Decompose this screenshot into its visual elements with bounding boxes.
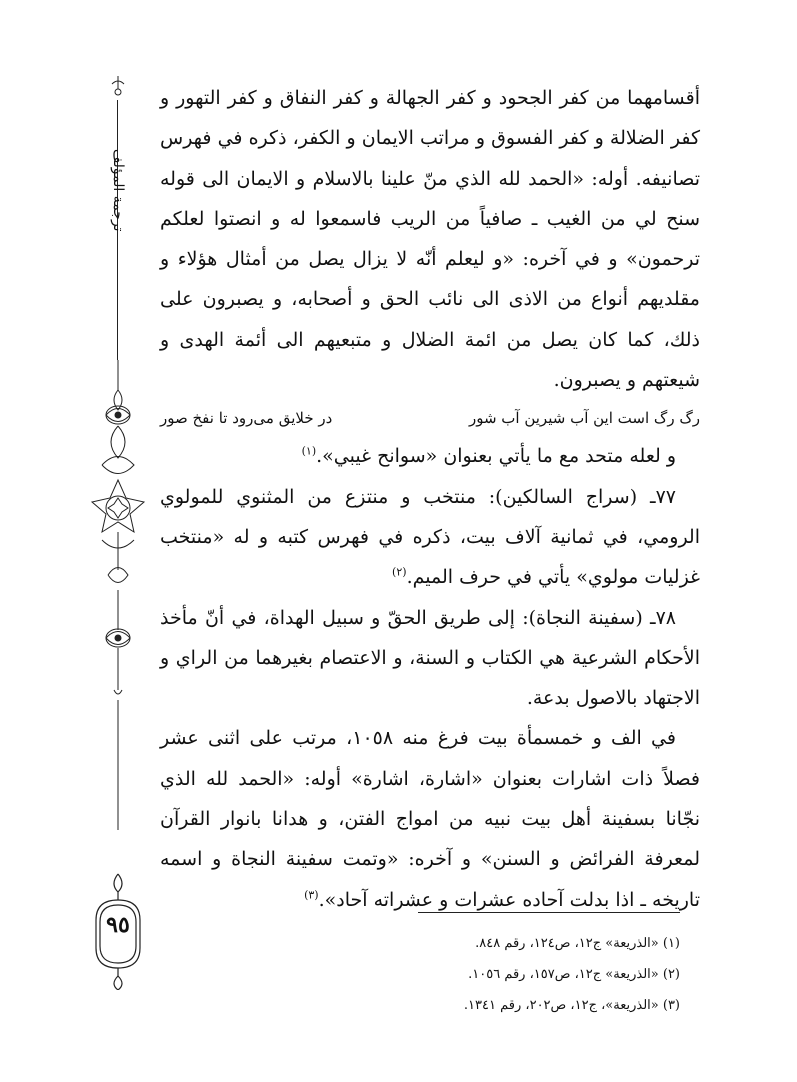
paragraph xyxy=(160,718,700,919)
footnote-reference[interactable]: (١) xyxy=(301,445,317,459)
verse-hemistich: در خلایق می‌رود تا نفخ صور xyxy=(160,409,333,428)
paragraph xyxy=(160,477,700,598)
footnote-reference[interactable]: (٣) xyxy=(304,888,319,902)
footnote: (٣) «الذريعة»، ج١٢، ص٢٠٢، رقم ١٣٤١. xyxy=(463,998,680,1013)
paragraph-text: و لعله متحد مع ما يأتي بعنوان «سوانح غيبي». xyxy=(316,445,676,468)
footnote-separator xyxy=(418,912,680,913)
paragraph: أقسامهما من كفر الجحود و كفر الجهالة و كفر النفاق و كفر التهور و كفر الضلالة و كفر الفسوق و مراتب الايمان و الكفر، ذكره في فهرس تصانيفه. أوله: «الحمد لله الذي منّ علينا بالاسلام و الايمان الى قوله سنح لي من الغيب ـ صافياً من الريب فاسمعوا له و انصتوا لعلكم ترحمون» و في آخره: «و ليعلم أنّه لا يزال يصل من أمثال هؤلاء و مقلديهم أنواع من الاذى الى نائب الحق و أصحابه، و يصبرون على ذلك، كما كان يصل من ائمة الضلال و متبعيهم الى أئمة الهدى و شيعتهم و يصبرون. xyxy=(160,87,700,392)
floral-ornament-icon xyxy=(88,70,148,830)
footnote: (١) «الذريعة» ج١٢، ص١٢٤، رقم ٨٤٨. xyxy=(475,936,680,951)
main-text xyxy=(160,78,700,920)
persian-verse xyxy=(160,400,700,436)
margin-ornament-column xyxy=(88,70,148,1080)
footnote: (٢) «الذريعة» ج١٢، ص١٥٧، رقم ١٠٥٦. xyxy=(468,967,680,982)
running-head: ترجمة المؤلف xyxy=(110,148,126,232)
paragraph-text: ٧٧ـ (سراج السالكين): منتخب و منتزع من المثنوي للمولوي الرومي، في ثمانية آلاف بيت، ذكره في فهرس كتبه و له «منتخب غزليات مولوي» يأتي في حرف الميم. xyxy=(160,485,700,589)
page-number-cartouche xyxy=(88,870,148,990)
footnote-reference[interactable]: (٢) xyxy=(392,565,407,579)
footnotes xyxy=(340,928,680,1021)
verse-hemistich: رگ رگ است این آب شیرین آب شور xyxy=(468,409,700,428)
paragraph: ٧٨ـ (سفينة النجاة): إلى طريق الحقّ و سبيل الهداة، في أنّ مأخذ الأحكام الشرعية هي الكتاب و السنة، و الاعتصام بغيرهما من الراي و الاجتهاد بالاصول بدعة. xyxy=(160,606,700,710)
paragraph xyxy=(160,436,700,476)
paragraph-text: في الف و خمسمأة بيت فرغ منه ١٠٥٨، مرتب على اثنى عشر فصلاً ذات اشارات بعنوان «اشارة، اشارة» أوله: «الحمد لله الذي نجّانا بسفينة أهل بيت نبيه من امواج الفتن، و هدانا بانوار القرآن لمعرفة الفرائض و السنن» و آخره: «وتمت سفينة النجاة و اسمه تاريخه ـ اذا بدلت آحاده عشرات و عشراته آحاد». xyxy=(160,727,700,911)
page-number: ٩٥ xyxy=(106,912,130,938)
